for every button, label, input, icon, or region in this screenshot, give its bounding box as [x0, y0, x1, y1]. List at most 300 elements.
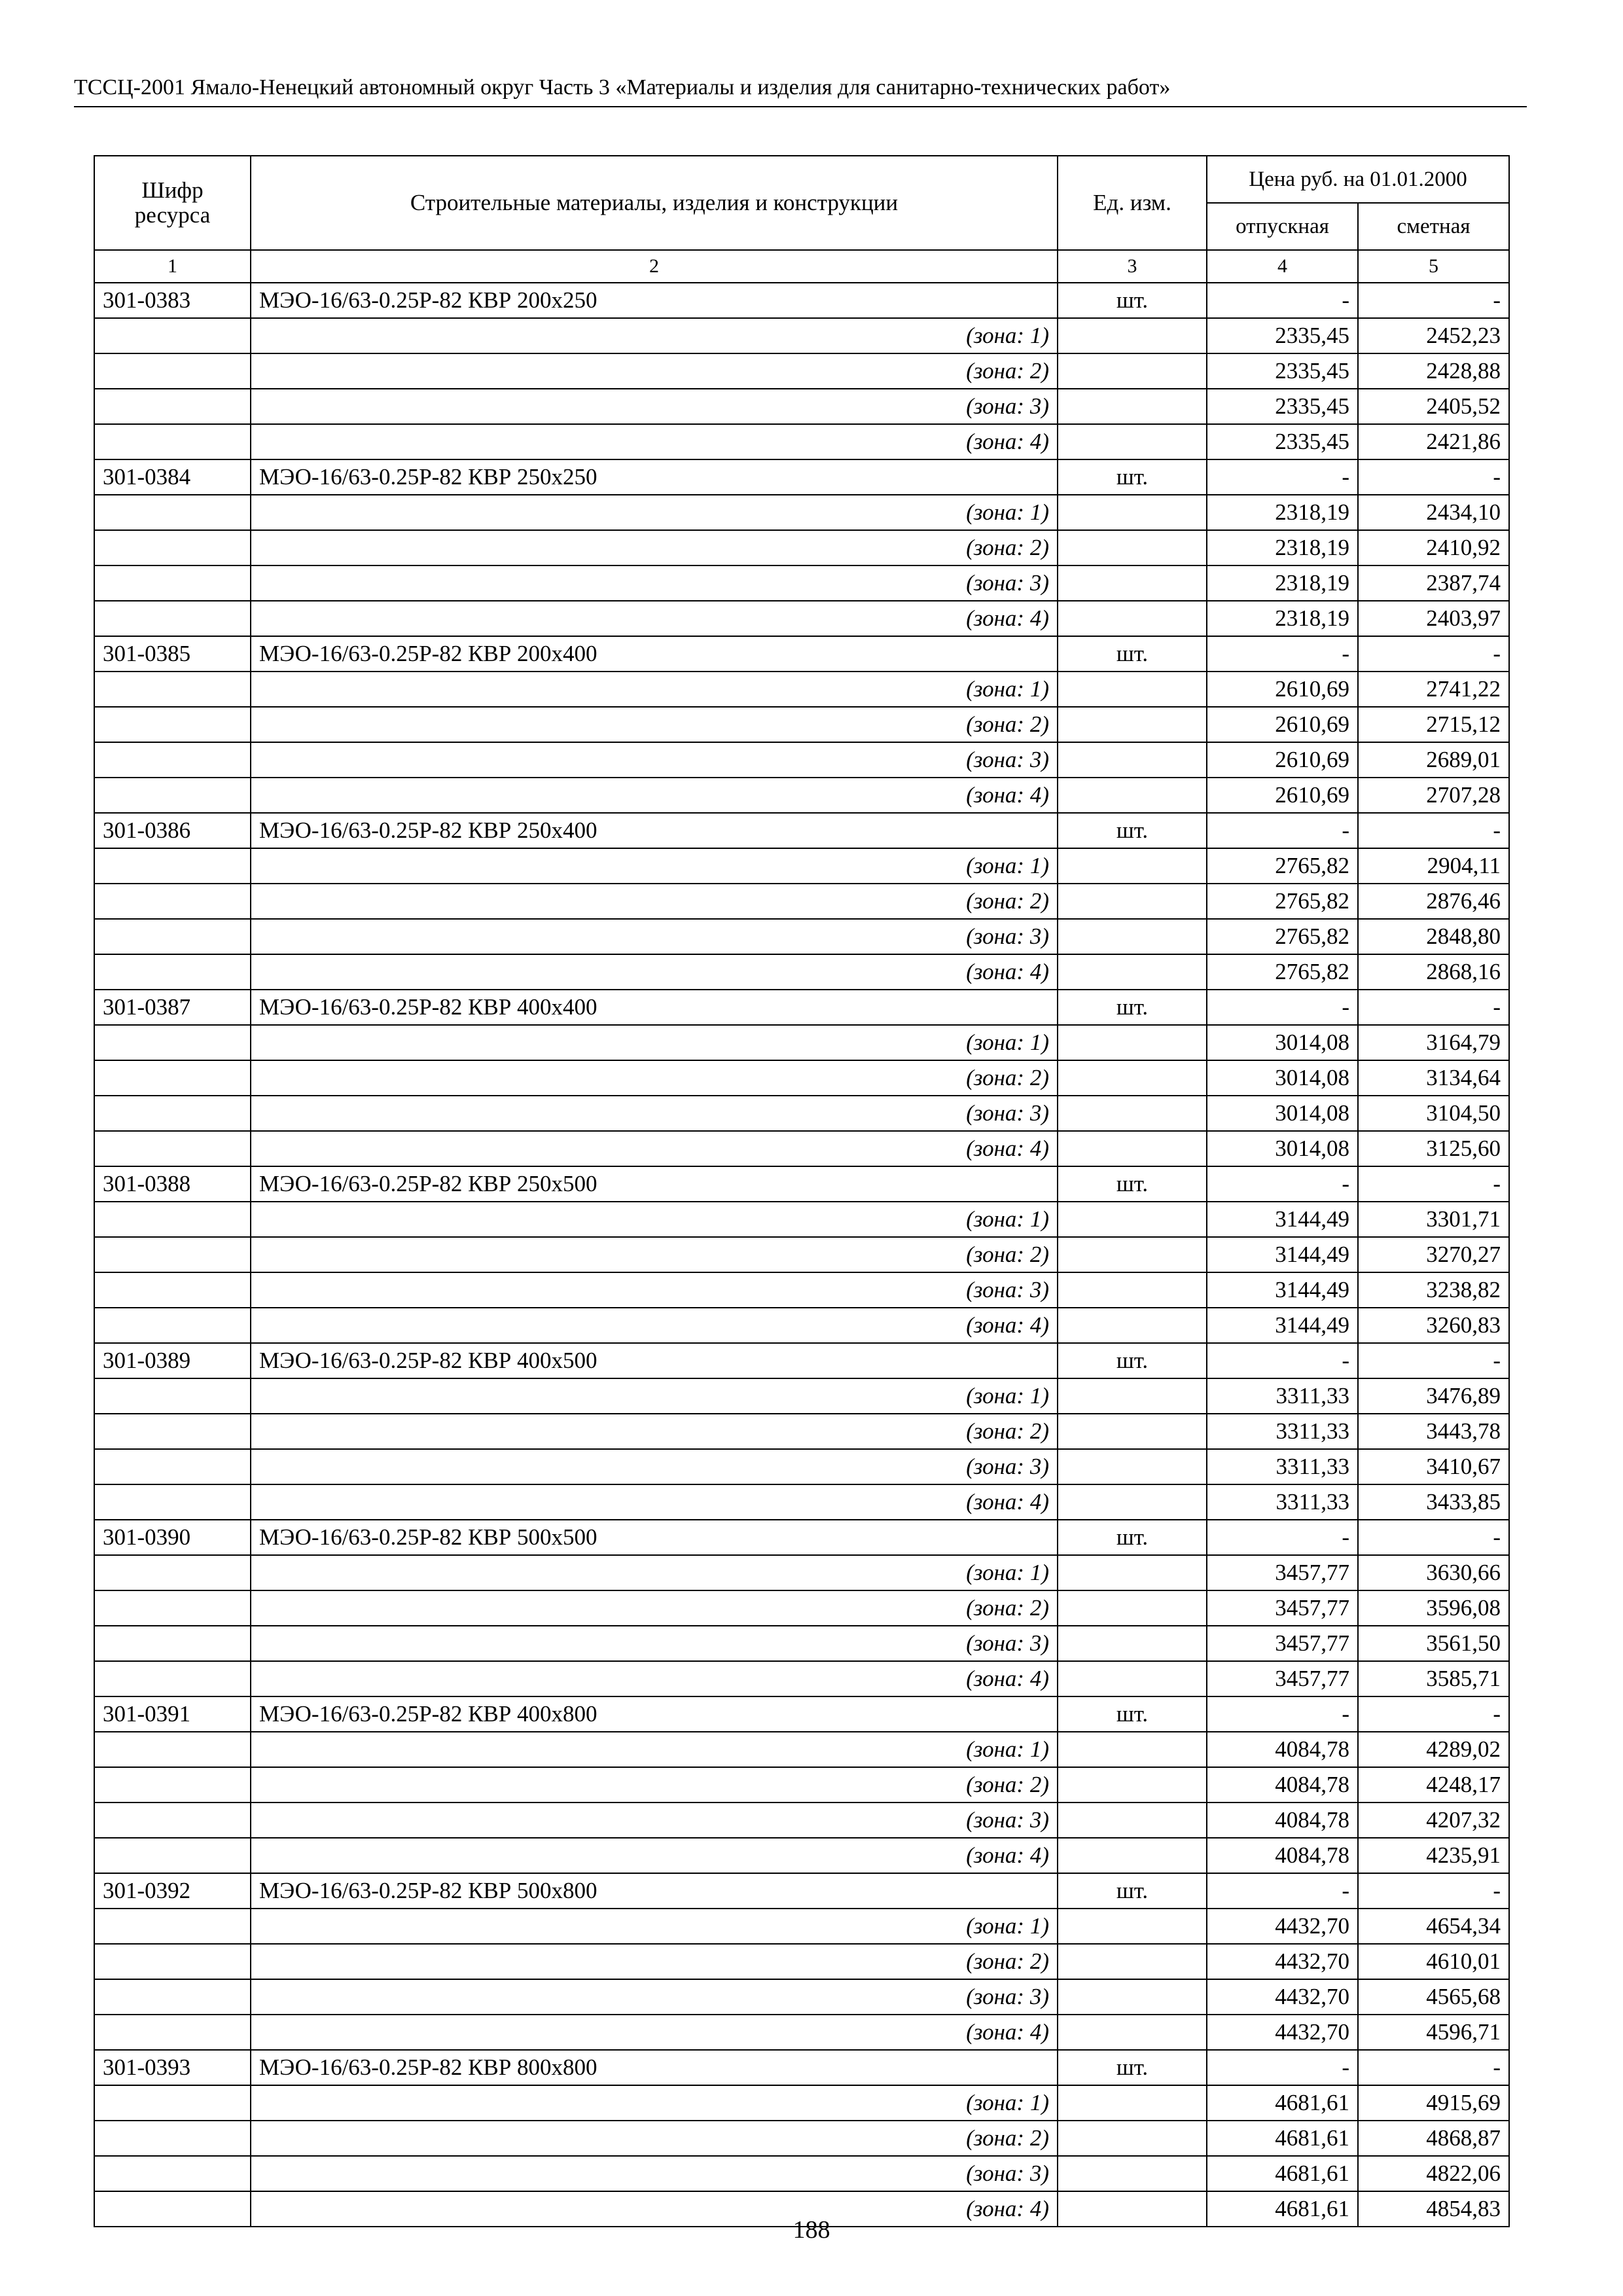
- material-name: МЭО-16/63-0.25Р-82 КВР 250х500: [251, 1166, 1058, 1202]
- resource-code-empty: [94, 1414, 251, 1449]
- unit-cell-empty: [1058, 2015, 1207, 2050]
- estimate-price: -: [1358, 1520, 1509, 1555]
- zone-label: (зона: 2): [251, 1060, 1058, 1096]
- resource-code-empty: [94, 601, 251, 636]
- resource-code-empty: [94, 1272, 251, 1308]
- unit-cell: шт.: [1058, 1696, 1207, 1732]
- zone-row: [94, 1838, 1509, 1873]
- resource-code-empty: [94, 1661, 251, 1696]
- unit-cell-empty: [1058, 389, 1207, 424]
- estimate-price: -: [1358, 283, 1509, 318]
- zone-label: (зона: 2): [251, 1414, 1058, 1449]
- release-price: 3014,08: [1207, 1060, 1358, 1096]
- resource-code-empty: [94, 848, 251, 884]
- estimate-price: -: [1358, 1873, 1509, 1909]
- unit-cell: шт.: [1058, 1520, 1207, 1555]
- unit-cell-empty: [1058, 530, 1207, 565]
- column-number: 3: [1058, 250, 1207, 283]
- unit-cell-empty: [1058, 1979, 1207, 2015]
- price-table: [94, 155, 1510, 2227]
- unit-cell-empty: [1058, 1909, 1207, 1944]
- zone-row: [94, 1979, 1509, 2015]
- table-row: [94, 1520, 1509, 1555]
- unit-cell-empty: [1058, 742, 1207, 778]
- estimate-price: -: [1358, 1166, 1509, 1202]
- zone-label: (зона: 4): [251, 1131, 1058, 1166]
- release-price: -: [1207, 1873, 1358, 1909]
- estimate-price: 3585,71: [1358, 1661, 1509, 1696]
- release-price: 2318,19: [1207, 565, 1358, 601]
- estimate-price: 4596,71: [1358, 2015, 1509, 2050]
- release-price: -: [1207, 990, 1358, 1025]
- release-price: 4084,78: [1207, 1803, 1358, 1838]
- material-name: МЭО-16/63-0.25Р-82 КВР 200х250: [251, 283, 1058, 318]
- unit-cell-empty: [1058, 848, 1207, 884]
- unit-cell-empty: [1058, 565, 1207, 601]
- estimate-price: 4915,69: [1358, 2085, 1509, 2121]
- unit-cell-empty: [1058, 601, 1207, 636]
- release-price: 2318,19: [1207, 601, 1358, 636]
- zone-label: (зона: 1): [251, 848, 1058, 884]
- release-price: 2318,19: [1207, 530, 1358, 565]
- resource-code: 301-0391: [94, 1696, 251, 1732]
- zone-label: (зона: 2): [251, 530, 1058, 565]
- estimate-price: -: [1358, 990, 1509, 1025]
- estimate-price: 3260,83: [1358, 1308, 1509, 1343]
- zone-row: [94, 389, 1509, 424]
- zone-label: (зона: 4): [251, 778, 1058, 813]
- zone-label: (зона: 4): [251, 1308, 1058, 1343]
- unit-cell-empty: [1058, 1732, 1207, 1767]
- estimate-price: 2387,74: [1358, 565, 1509, 601]
- zone-label: (зона: 2): [251, 707, 1058, 742]
- release-price: -: [1207, 2050, 1358, 2085]
- resource-code: 301-0389: [94, 1343, 251, 1378]
- zone-row: [94, 2156, 1509, 2191]
- resource-code-empty: [94, 1308, 251, 1343]
- estimate-price: 2876,46: [1358, 884, 1509, 919]
- unit-cell-empty: [1058, 1449, 1207, 1484]
- zone-label: (зона: 3): [251, 1096, 1058, 1131]
- zone-row: [94, 1060, 1509, 1096]
- release-price: 3014,08: [1207, 1025, 1358, 1060]
- release-price: 3014,08: [1207, 1096, 1358, 1131]
- material-name: МЭО-16/63-0.25Р-82 КВР 400х400: [251, 990, 1058, 1025]
- resource-code: 301-0385: [94, 636, 251, 672]
- zone-row: [94, 2121, 1509, 2156]
- zone-row: [94, 884, 1509, 919]
- page-header-title: ТССЦ-2001 Ямало-Ненецкий автономный округ Часть 3 «Материалы и изделия для санитарно-технических работ»: [74, 73, 1527, 107]
- release-price: 3144,49: [1207, 1308, 1358, 1343]
- estimate-price: 3630,66: [1358, 1555, 1509, 1590]
- unit-cell-empty: [1058, 495, 1207, 530]
- zone-label: (зона: 2): [251, 353, 1058, 389]
- estimate-price: 3125,60: [1358, 1131, 1509, 1166]
- unit-cell-empty: [1058, 1626, 1207, 1661]
- estimate-price: 4854,83: [1358, 2191, 1509, 2227]
- zone-row: [94, 318, 1509, 353]
- zone-label: (зона: 4): [251, 601, 1058, 636]
- zone-row: [94, 707, 1509, 742]
- resource-code-empty: [94, 954, 251, 990]
- zone-label: (зона: 4): [251, 1484, 1058, 1520]
- zone-label: (зона: 3): [251, 2156, 1058, 2191]
- zone-label: (зона: 4): [251, 1661, 1058, 1696]
- material-name: МЭО-16/63-0.25Р-82 КВР 400х500: [251, 1343, 1058, 1378]
- unit-cell: шт.: [1058, 813, 1207, 848]
- unit-cell-empty: [1058, 1661, 1207, 1696]
- material-name: МЭО-16/63-0.25Р-82 КВР 500х800: [251, 1873, 1058, 1909]
- unit-cell: шт.: [1058, 2050, 1207, 2085]
- estimate-price: 3410,67: [1358, 1449, 1509, 1484]
- release-price: 2765,82: [1207, 884, 1358, 919]
- zone-label: (зона: 3): [251, 742, 1058, 778]
- unit-cell-empty: [1058, 884, 1207, 919]
- release-price: 2610,69: [1207, 778, 1358, 813]
- resource-code: 301-0390: [94, 1520, 251, 1555]
- release-price: 2610,69: [1207, 742, 1358, 778]
- zone-row: [94, 424, 1509, 459]
- estimate-price: 4235,91: [1358, 1838, 1509, 1873]
- zone-row: [94, 742, 1509, 778]
- estimate-price: -: [1358, 813, 1509, 848]
- table-row: [94, 636, 1509, 672]
- release-price: 2610,69: [1207, 672, 1358, 707]
- estimate-price: 2848,80: [1358, 919, 1509, 954]
- unit-cell-empty: [1058, 1272, 1207, 1308]
- release-price: 3457,77: [1207, 1555, 1358, 1590]
- zone-label: (зона: 3): [251, 919, 1058, 954]
- release-price: 4084,78: [1207, 1767, 1358, 1803]
- release-price: 4681,61: [1207, 2121, 1358, 2156]
- column-header-unit: Ед. изм.: [1058, 156, 1207, 250]
- release-price: -: [1207, 636, 1358, 672]
- estimate-price: 3134,64: [1358, 1060, 1509, 1096]
- estimate-price: 2904,11: [1358, 848, 1509, 884]
- zone-row: [94, 1944, 1509, 1979]
- estimate-price: 2452,23: [1358, 318, 1509, 353]
- zone-label: (зона: 1): [251, 1202, 1058, 1237]
- release-price: -: [1207, 813, 1358, 848]
- zone-label: (зона: 1): [251, 1909, 1058, 1944]
- resource-code-empty: [94, 1979, 251, 2015]
- release-price: 4681,61: [1207, 2156, 1358, 2191]
- estimate-price: 2715,12: [1358, 707, 1509, 742]
- estimate-price: 4565,68: [1358, 1979, 1509, 2015]
- estimate-price: 2421,86: [1358, 424, 1509, 459]
- release-price: 2765,82: [1207, 954, 1358, 990]
- resource-code-empty: [94, 1060, 251, 1096]
- unit-cell-empty: [1058, 1944, 1207, 1979]
- estimate-price: 3301,71: [1358, 1202, 1509, 1237]
- zone-label: (зона: 1): [251, 1025, 1058, 1060]
- estimate-price: 4610,01: [1358, 1944, 1509, 1979]
- column-number: 2: [251, 250, 1058, 283]
- estimate-price: 2434,10: [1358, 495, 1509, 530]
- unit-cell: шт.: [1058, 990, 1207, 1025]
- column-number: 4: [1207, 250, 1358, 283]
- resource-code-empty: [94, 1838, 251, 1873]
- zone-row: [94, 565, 1509, 601]
- release-price: 3144,49: [1207, 1237, 1358, 1272]
- zone-label: (зона: 2): [251, 884, 1058, 919]
- table-row: [94, 1166, 1509, 1202]
- unit-cell: шт.: [1058, 1166, 1207, 1202]
- zone-row: [94, 353, 1509, 389]
- resource-code-empty: [94, 1237, 251, 1272]
- release-price: 2765,82: [1207, 919, 1358, 954]
- zone-label: (зона: 4): [251, 2191, 1058, 2227]
- unit-cell-empty: [1058, 1555, 1207, 1590]
- estimate-price: 2410,92: [1358, 530, 1509, 565]
- resource-code: 301-0386: [94, 813, 251, 848]
- unit-cell-empty: [1058, 1590, 1207, 1626]
- zone-label: (зона: 1): [251, 495, 1058, 530]
- unit-cell-empty: [1058, 424, 1207, 459]
- zone-row: [94, 1909, 1509, 1944]
- resource-code: 301-0387: [94, 990, 251, 1025]
- estimate-price: 4822,06: [1358, 2156, 1509, 2191]
- zone-row: [94, 778, 1509, 813]
- unit-cell-empty: [1058, 318, 1207, 353]
- release-price: 2610,69: [1207, 707, 1358, 742]
- release-price: 3144,49: [1207, 1272, 1358, 1308]
- column-header-release: отпускная: [1207, 203, 1358, 250]
- release-price: 4432,70: [1207, 1979, 1358, 2015]
- release-price: -: [1207, 283, 1358, 318]
- estimate-price: 4868,87: [1358, 2121, 1509, 2156]
- estimate-price: 4289,02: [1358, 1732, 1509, 1767]
- resource-code: 301-0384: [94, 459, 251, 495]
- estimate-price: 2428,88: [1358, 353, 1509, 389]
- resource-code-empty: [94, 1555, 251, 1590]
- resource-code-empty: [94, 1909, 251, 1944]
- unit-cell: шт.: [1058, 283, 1207, 318]
- resource-code-empty: [94, 424, 251, 459]
- zone-row: [94, 848, 1509, 884]
- zone-label: (зона: 3): [251, 1272, 1058, 1308]
- resource-code-empty: [94, 1096, 251, 1131]
- release-price: 3311,33: [1207, 1484, 1358, 1520]
- resource-code-empty: [94, 1803, 251, 1838]
- material-name: МЭО-16/63-0.25Р-82 КВР 500х500: [251, 1520, 1058, 1555]
- release-price: 3311,33: [1207, 1449, 1358, 1484]
- table-row: [94, 459, 1509, 495]
- unit-cell-empty: [1058, 1060, 1207, 1096]
- zone-label: (зона: 2): [251, 1767, 1058, 1803]
- unit-cell-empty: [1058, 1096, 1207, 1131]
- estimate-price: 3270,27: [1358, 1237, 1509, 1272]
- release-price: 4681,61: [1207, 2085, 1358, 2121]
- resource-code-empty: [94, 1131, 251, 1166]
- resource-code-empty: [94, 742, 251, 778]
- zone-row: [94, 2015, 1509, 2050]
- resource-code-empty: [94, 1590, 251, 1626]
- zone-label: (зона: 4): [251, 1838, 1058, 1873]
- resource-code-empty: [94, 919, 251, 954]
- zone-label: (зона: 3): [251, 565, 1058, 601]
- zone-label: (зона: 2): [251, 1590, 1058, 1626]
- zone-row: [94, 1803, 1509, 1838]
- release-price: 3311,33: [1207, 1414, 1358, 1449]
- table-row: [94, 990, 1509, 1025]
- unit-cell-empty: [1058, 707, 1207, 742]
- release-price: 4084,78: [1207, 1838, 1358, 1873]
- zone-row: [94, 1732, 1509, 1767]
- zone-label: (зона: 2): [251, 1237, 1058, 1272]
- zone-row: [94, 1626, 1509, 1661]
- estimate-price: 4248,17: [1358, 1767, 1509, 1803]
- estimate-price: -: [1358, 1696, 1509, 1732]
- material-name: МЭО-16/63-0.25Р-82 КВР 200х400: [251, 636, 1058, 672]
- zone-row: [94, 1202, 1509, 1237]
- zone-row: [94, 601, 1509, 636]
- resource-code-empty: [94, 318, 251, 353]
- unit-cell-empty: [1058, 1767, 1207, 1803]
- zone-row: [94, 1096, 1509, 1131]
- resource-code-empty: [94, 884, 251, 919]
- zone-row: [94, 672, 1509, 707]
- zone-label: (зона: 2): [251, 1944, 1058, 1979]
- zone-label: (зона: 1): [251, 1555, 1058, 1590]
- unit-cell-empty: [1058, 672, 1207, 707]
- estimate-price: 3238,82: [1358, 1272, 1509, 1308]
- material-name: МЭО-16/63-0.25Р-82 КВР 250х400: [251, 813, 1058, 848]
- zone-label: (зона: 3): [251, 1803, 1058, 1838]
- resource-code: 301-0393: [94, 2050, 251, 2085]
- release-price: 2335,45: [1207, 318, 1358, 353]
- estimate-price: -: [1358, 459, 1509, 495]
- release-price: -: [1207, 1520, 1358, 1555]
- release-price: 4084,78: [1207, 1732, 1358, 1767]
- resource-code-empty: [94, 2156, 251, 2191]
- release-price: 4681,61: [1207, 2191, 1358, 2227]
- resource-code-empty: [94, 707, 251, 742]
- release-price: 2335,45: [1207, 389, 1358, 424]
- estimate-price: 3164,79: [1358, 1025, 1509, 1060]
- zone-label: (зона: 1): [251, 318, 1058, 353]
- table-row: [94, 1696, 1509, 1732]
- estimate-price: 3596,08: [1358, 1590, 1509, 1626]
- unit-cell-empty: [1058, 919, 1207, 954]
- resource-code-empty: [94, 1378, 251, 1414]
- release-price: 3457,77: [1207, 1590, 1358, 1626]
- unit-cell: шт.: [1058, 459, 1207, 495]
- estimate-price: 2689,01: [1358, 742, 1509, 778]
- zone-label: (зона: 4): [251, 954, 1058, 990]
- release-price: 3457,77: [1207, 1626, 1358, 1661]
- resource-code-empty: [94, 1484, 251, 1520]
- estimate-price: 2707,28: [1358, 778, 1509, 813]
- zone-row: [94, 495, 1509, 530]
- resource-code-empty: [94, 2121, 251, 2156]
- material-name: МЭО-16/63-0.25Р-82 КВР 800х800: [251, 2050, 1058, 2085]
- release-price: 2335,45: [1207, 353, 1358, 389]
- column-header-name: Строительные материалы, изделия и конструкции: [251, 156, 1058, 250]
- release-price: 2335,45: [1207, 424, 1358, 459]
- estimate-price: 4654,34: [1358, 1909, 1509, 1944]
- zone-row: [94, 1590, 1509, 1626]
- zone-row: [94, 1484, 1509, 1520]
- unit-cell: шт.: [1058, 1873, 1207, 1909]
- release-price: 2765,82: [1207, 848, 1358, 884]
- estimate-price: 4207,32: [1358, 1803, 1509, 1838]
- table-row: [94, 2050, 1509, 2085]
- zone-label: (зона: 3): [251, 1979, 1058, 2015]
- resource-code-empty: [94, 2015, 251, 2050]
- resource-code-empty: [94, 1449, 251, 1484]
- column-header-price-group: Цена руб. на 01.01.2000: [1207, 156, 1509, 203]
- resource-code-empty: [94, 530, 251, 565]
- resource-code-empty: [94, 495, 251, 530]
- table-row: [94, 1343, 1509, 1378]
- column-number: 1: [94, 250, 251, 283]
- zone-label: (зона: 3): [251, 1626, 1058, 1661]
- unit-cell-empty: [1058, 1414, 1207, 1449]
- release-price: -: [1207, 1343, 1358, 1378]
- zone-label: (зона: 4): [251, 424, 1058, 459]
- unit-cell-empty: [1058, 1237, 1207, 1272]
- estimate-price: 2403,97: [1358, 601, 1509, 636]
- unit-cell-empty: [1058, 1308, 1207, 1343]
- zone-row: [94, 1237, 1509, 1272]
- estimate-price: -: [1358, 2050, 1509, 2085]
- table-row: [94, 813, 1509, 848]
- resource-code-empty: [94, 1732, 251, 1767]
- release-price: -: [1207, 1166, 1358, 1202]
- zone-label: (зона: 2): [251, 2121, 1058, 2156]
- column-header-code: Шифр ресурса: [94, 156, 251, 250]
- resource-code: 301-0383: [94, 283, 251, 318]
- release-price: 4432,70: [1207, 1944, 1358, 1979]
- unit-cell-empty: [1058, 1484, 1207, 1520]
- release-price: 3014,08: [1207, 1131, 1358, 1166]
- estimate-price: 3443,78: [1358, 1414, 1509, 1449]
- release-price: 4432,70: [1207, 2015, 1358, 2050]
- unit-cell-empty: [1058, 954, 1207, 990]
- unit-cell-empty: [1058, 2121, 1207, 2156]
- estimate-price: 2868,16: [1358, 954, 1509, 990]
- resource-code-empty: [94, 565, 251, 601]
- resource-code-empty: [94, 778, 251, 813]
- zone-row: [94, 2085, 1509, 2121]
- resource-code-empty: [94, 1025, 251, 1060]
- material-name: МЭО-16/63-0.25Р-82 КВР 400х800: [251, 1696, 1058, 1732]
- resource-code: 301-0388: [94, 1166, 251, 1202]
- unit-cell: шт.: [1058, 636, 1207, 672]
- estimate-price: 3476,89: [1358, 1378, 1509, 1414]
- resource-code-empty: [94, 1944, 251, 1979]
- release-price: 3144,49: [1207, 1202, 1358, 1237]
- zone-row: [94, 1025, 1509, 1060]
- table-body: [94, 283, 1509, 2227]
- unit-cell-empty: [1058, 1838, 1207, 1873]
- release-price: -: [1207, 459, 1358, 495]
- resource-code-empty: [94, 1767, 251, 1803]
- resource-code-empty: [94, 1202, 251, 1237]
- zone-row: [94, 1131, 1509, 1166]
- zone-label: (зона: 1): [251, 1378, 1058, 1414]
- estimate-price: 2741,22: [1358, 672, 1509, 707]
- release-price: 3311,33: [1207, 1378, 1358, 1414]
- estimate-price: 2405,52: [1358, 389, 1509, 424]
- estimate-price: 3433,85: [1358, 1484, 1509, 1520]
- estimate-price: 3561,50: [1358, 1626, 1509, 1661]
- release-price: -: [1207, 1696, 1358, 1732]
- column-number: 5: [1358, 250, 1509, 283]
- resource-code-empty: [94, 672, 251, 707]
- zone-row: [94, 1449, 1509, 1484]
